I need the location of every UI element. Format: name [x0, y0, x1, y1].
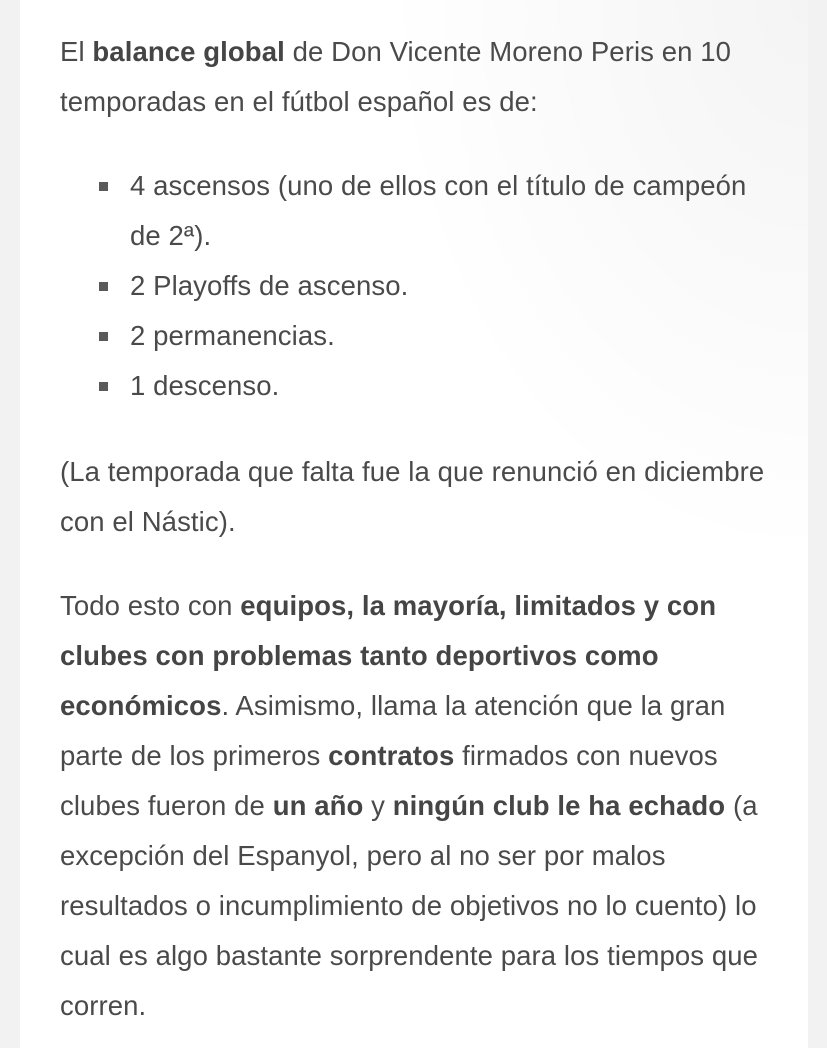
list-item — [60, 261, 780, 311]
summary-text-3: firmados con nuevos clubes fueron de — [60, 740, 718, 821]
square-bullet-icon — [99, 332, 108, 341]
list-item-text: 4 ascensos (uno de ellos con el título de campeón de 2ª). — [130, 170, 747, 251]
list-item-text: 2 permanencias. — [130, 320, 335, 351]
summary-text-2: . Asimismo, llama la atención que la gran parte de los primeros — [60, 690, 726, 771]
summary-bold-equipos: equipos, la mayoría, limitados y con clubes con problemas tanto deportivos como económicos — [60, 590, 717, 721]
list-item — [60, 361, 780, 411]
summary-bold-ningun-club: ningún club le ha echado — [392, 790, 726, 821]
summary-text-4: y — [363, 790, 393, 821]
summary-text-5: (a excepción del Espanyol, pero al no ser por malos resultados o incumplimiento de objetivos no lo cuento) lo cual es algo bastante sorprendente para los tiempos que corren. — [60, 790, 759, 1021]
square-bullet-icon — [99, 182, 108, 191]
note-paragraph: (La temporada que falta fue la que renunció en diciembre con el Nástic). — [60, 456, 765, 537]
intro-paragraph — [60, 27, 780, 127]
list-item-text: 1 descenso. — [130, 370, 280, 401]
intro-text-1: El — [60, 36, 93, 67]
summary-bold-un-ano: un año — [272, 790, 364, 821]
list-item — [60, 311, 780, 361]
square-bullet-icon — [99, 282, 108, 291]
list-item — [60, 161, 780, 261]
article-body — [60, 27, 780, 1031]
intro-bold-balance: balance global — [92, 36, 285, 67]
summary-bold-contratos: contratos — [328, 740, 455, 771]
summary-text-1: Todo esto con — [60, 590, 241, 621]
list-item-text: 2 Playoffs de ascenso. — [130, 270, 409, 301]
summary-paragraph — [60, 581, 780, 1031]
square-bullet-icon — [99, 382, 108, 391]
article-page — [20, 0, 808, 1048]
stats-list — [60, 161, 780, 411]
intro-text-2: de Don Vicente Moreno Peris en 10 temporadas en el fútbol español es de: — [60, 36, 732, 117]
